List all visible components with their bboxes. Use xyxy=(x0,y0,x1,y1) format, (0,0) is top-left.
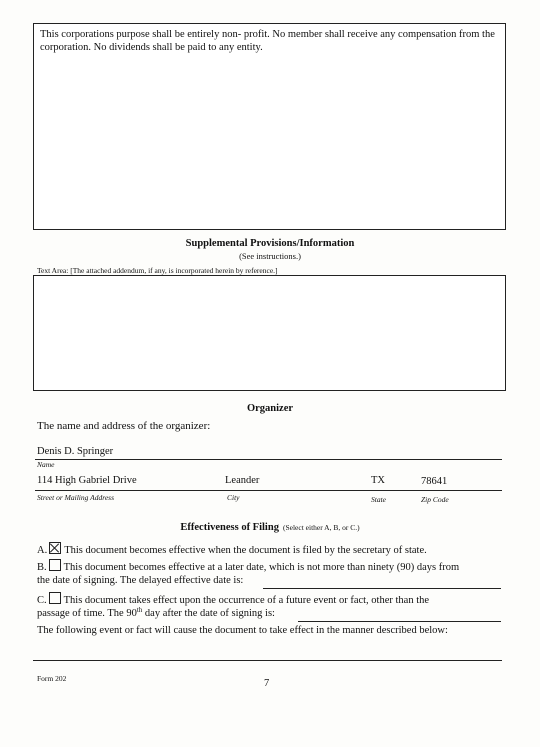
event-text: The following event or fact will cause the document to take effect in the manner described below: xyxy=(37,625,448,636)
option-c-text-2 xyxy=(37,608,275,619)
option-c-checkbox[interactable] xyxy=(49,592,61,604)
organizer-heading: Organizer xyxy=(246,403,294,414)
organizer-name-value[interactable]: Denis D. Springer xyxy=(37,446,114,457)
supplemental-subheading: (See instructions.) xyxy=(239,251,301,261)
city-value[interactable]: Leander xyxy=(225,475,260,486)
state-label: State xyxy=(371,495,386,504)
page-number: 7 xyxy=(264,678,270,689)
option-a-text: This document becomes effective when the document is filed by the secretary of state. xyxy=(64,545,427,556)
supplemental-heading: Supplemental Provisions/Information xyxy=(185,238,355,249)
option-c-text-2-sup: th xyxy=(136,606,143,614)
purpose-text-area[interactable] xyxy=(33,23,506,230)
event-description-field[interactable] xyxy=(33,660,502,661)
zip-label: Zip Code xyxy=(421,495,449,504)
option-b-row xyxy=(37,559,459,573)
delayed-date-field[interactable] xyxy=(263,588,501,589)
option-c-row xyxy=(37,592,429,606)
option-b-checkbox[interactable] xyxy=(49,559,61,571)
organizer-name-label: Name xyxy=(37,460,55,469)
form-number: Form 202 xyxy=(37,674,67,683)
option-a-prefix: A. xyxy=(37,545,48,556)
option-c-prefix: C. xyxy=(37,595,47,606)
option-c-text-2-post: day after the date of signing is: xyxy=(142,608,275,619)
address-line xyxy=(35,490,502,491)
organizer-intro: The name and address of the organizer: xyxy=(37,420,211,432)
organizer-name-line xyxy=(35,459,502,460)
option-a-checkbox[interactable] xyxy=(49,542,61,554)
purpose-text: This corporations purpose shall be entirely non- profit. No member shall receive any compensation from the corporation. No dividends shall be paid to any entity. xyxy=(40,29,495,53)
street-value[interactable]: 114 High Gabriel Drive xyxy=(37,475,137,486)
option-c-text-2-pre: passage of time. The 90 xyxy=(37,608,137,619)
option-b-text-2: the date of signing. The delayed effective date is: xyxy=(37,575,244,586)
option-a-row xyxy=(37,542,427,556)
effectiveness-heading: Effectiveness of Filing xyxy=(180,522,279,533)
ninetieth-day-field[interactable] xyxy=(298,621,501,622)
supplemental-text-area[interactable] xyxy=(33,275,506,391)
option-b-text: This document becomes effective at a later date, which is not more than ninety (90) days from xyxy=(63,562,460,573)
option-b-prefix: B. xyxy=(37,562,47,573)
city-label: City xyxy=(227,493,240,502)
street-label: Street or Mailing Address xyxy=(37,493,115,502)
option-c-text: This document takes effect upon the occurrence of a future event or fact, other than the xyxy=(63,595,430,606)
text-area-label: Text Area: [The attached addendum, if any, is incorporated herein by reference.] xyxy=(37,266,278,275)
effectiveness-heading-note: (Select either A, B, or C.) xyxy=(282,523,360,532)
effectiveness-heading-row xyxy=(0,517,540,535)
zip-value[interactable]: 78641 xyxy=(421,476,448,487)
state-value[interactable]: TX xyxy=(371,475,385,486)
